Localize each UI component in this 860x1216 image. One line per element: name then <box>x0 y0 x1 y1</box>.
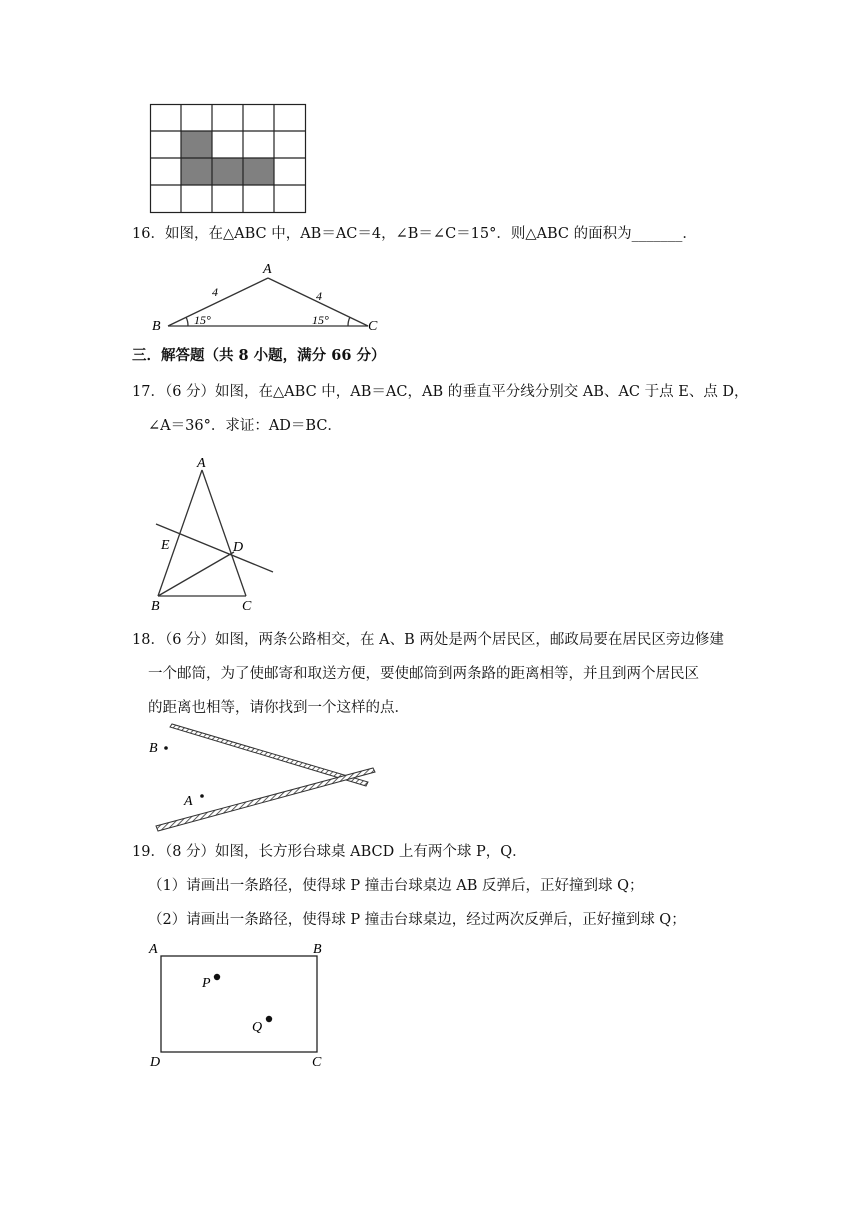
section-heading: 三．解答题（共 8 小题，满分 66 分） <box>132 347 386 364</box>
road-upper <box>170 724 368 786</box>
q17-line2: ∠A＝36°．求证：AD＝BC． <box>148 418 342 434</box>
ball-q-label: Q <box>252 1020 263 1035</box>
point-a-label: A <box>184 794 193 809</box>
shaded-cell <box>212 158 243 185</box>
corner-b-label: B <box>313 942 322 957</box>
shaded-cell <box>243 158 274 185</box>
point-b-label: B <box>149 741 158 756</box>
vertex-b-label: B <box>152 319 161 334</box>
point-e-label: E <box>161 538 170 553</box>
q16-text: 16．如图，在△ABC 中，AB＝AC＝4，∠B＝∠C＝15°．则△ABC 的面积为_______． <box>132 226 697 242</box>
q18-line2: 一个邮筒，为了使邮寄和取送方便，要使邮筒到两条路的距离相等，并且到两个居民区 <box>148 666 699 682</box>
q17-triangle-figure <box>148 452 278 616</box>
q19-table-figure <box>146 938 336 1070</box>
billiard-table <box>161 956 317 1052</box>
ball-q <box>266 1016 272 1022</box>
ball-p-label: P <box>202 976 211 991</box>
point-a-dot <box>200 794 204 798</box>
corner-c-label: C <box>312 1055 322 1070</box>
q18-line1: 18．（6 分）如图，两条公路相交，在 A、B 两处是两个居民区，邮政局要在居民区旁边修建 <box>132 632 724 648</box>
shaded-cell <box>181 131 212 158</box>
corner-d-label: D <box>150 1055 161 1070</box>
q19-sub1: （1）请画出一条路径，使得球 P 撞击台球桌边 AB 反弹后，正好撞到球 Q； <box>148 878 644 894</box>
q18-line3: 的距离也相等，请你找到一个这样的点． <box>148 700 409 716</box>
point-d-label: D <box>233 540 244 555</box>
ball-p <box>214 974 220 980</box>
corner-a-label: A <box>149 942 158 957</box>
shaded-cell <box>181 158 212 185</box>
q19-line1: 19．（8 分）如图，长方形台球桌 ABCD 上有两个球 P，Q． <box>132 844 527 860</box>
vertex-c-label: C <box>242 599 252 614</box>
vertex-a-label: A <box>197 456 206 471</box>
side-ab-label: 4 <box>212 285 218 299</box>
vertex-c-label: C <box>368 319 378 334</box>
vertex-a-label: A <box>263 262 272 277</box>
q16-triangle-figure <box>146 258 386 334</box>
point-b-dot <box>164 746 168 750</box>
angle-c-label: 15° <box>312 313 329 327</box>
side-ac-label: 4 <box>316 289 322 303</box>
grid-figure <box>150 104 306 214</box>
q19-sub2: （2）请画出一条路径，使得球 P 撞击台球桌边，经过两次反弹后，正好撞到球 Q； <box>148 912 686 928</box>
angle-b-label: 15° <box>194 313 211 327</box>
q18-roads-figure <box>148 724 378 834</box>
q17-line1: 17．（6 分）如图，在△ABC 中，AB＝AC，AB 的垂直平分线分别交 AB、AC 于点 E、点 D， <box>132 384 749 400</box>
vertex-b-label: B <box>151 599 160 614</box>
